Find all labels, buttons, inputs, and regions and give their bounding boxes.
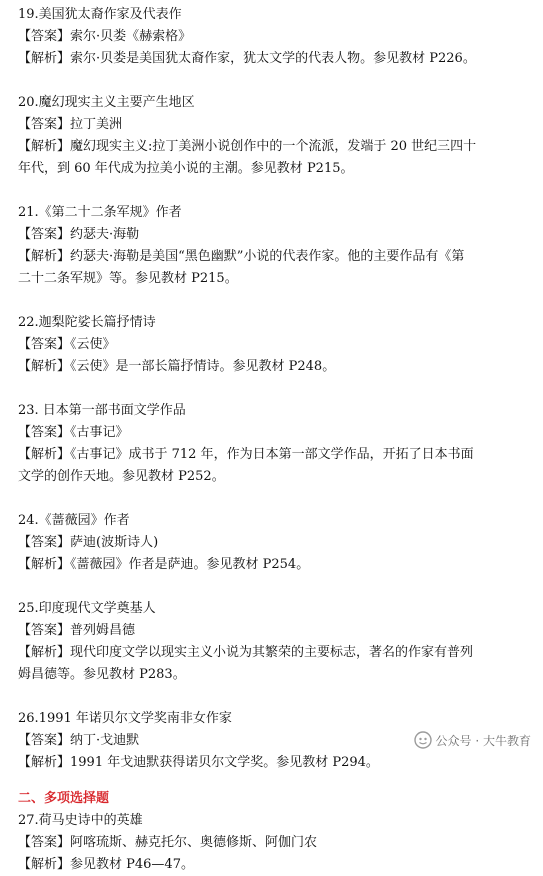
question-item <box>18 4 536 70</box>
question-item <box>18 312 536 378</box>
explanation-text: 二十二条军规》等。参见教材 P215。 <box>18 271 238 286</box>
question-text: 20.魔幻现实主义主要产生地区 <box>18 95 195 110</box>
answer-text: 【答案】萨迪(波斯诗人) <box>18 535 159 550</box>
answer-text: 【答案】阿喀琉斯、赫克托尔、奥德修斯、阿伽门农 <box>18 835 318 850</box>
section-title: 二、多项选择题 <box>18 791 110 806</box>
explanation-text: 【解析】索尔·贝娄是美国犹太裔作家，犹太文学的代表人物。参见教材 P226。 <box>18 51 476 66</box>
question-item-27 <box>18 810 536 876</box>
question-text: 26.1991 年诺贝尔文学奖南非女作家 <box>18 711 232 726</box>
answer-text: 【答案】《云使》 <box>18 337 116 352</box>
question-item <box>18 92 536 180</box>
explanation-text: 【解析】《蔷薇园》作者是萨迪。参见教材 P254。 <box>18 557 310 572</box>
question-item <box>18 598 536 686</box>
explanation-text: 姆昌德等。参见教材 P283。 <box>18 667 186 682</box>
wechat-official-account-icon <box>414 731 432 749</box>
explanation-text: 年代，到 60 年代成为拉美小说的主潮。参见教材 P215。 <box>18 161 354 176</box>
question-text: 23. 日本第一部书面文学作品 <box>18 403 186 418</box>
watermark-text: 公众号 · 大牛教育 <box>435 733 531 748</box>
explanation-text: 【解析】《古事记》成书于 712 年，作为日本第一部文学作品，开拓了日本书面 <box>18 447 474 462</box>
question-item <box>18 510 536 576</box>
explanation-text: 【解析】现代印度文学以现实主义小说为其繁荣的主要标志，著名的作家有普列 <box>18 645 474 660</box>
explanation-text: 【解析】参见教材 P46—47。 <box>18 857 194 872</box>
answer-text: 【答案】拉丁美洲 <box>18 117 123 132</box>
answer-text: 【答案】《古事记》 <box>18 425 129 440</box>
watermark <box>414 731 531 749</box>
question-item <box>18 202 536 290</box>
question-text: 27.荷马史诗中的英雄 <box>18 813 143 828</box>
question-text: 19.美国犹太裔作家及代表作 <box>18 7 182 22</box>
explanation-text: 文学的创作天地。参见教材 P252。 <box>18 469 225 484</box>
question-text: 25.印度现代文学奠基人 <box>18 601 156 616</box>
explanation-text: 【解析】《云使》是一部长篇抒情诗。参见教材 P248。 <box>18 359 336 374</box>
explanation-text: 【解析】约瑟夫·海勒是美国“黑色幽默”小说的代表作家。他的主要作品有《第 <box>18 249 465 264</box>
question-text: 24.《蔷薇园》作者 <box>18 513 130 528</box>
answer-text: 【答案】约瑟夫·海勒 <box>18 227 140 242</box>
question-text: 21.《第二十二条军规》作者 <box>18 205 182 220</box>
answer-text: 【答案】索尔·贝娄《赫索格》 <box>18 29 192 44</box>
question-item <box>18 400 536 488</box>
explanation-text: 【解析】1991 年戈迪默获得诺贝尔文学奖。参见教材 P294。 <box>18 755 379 770</box>
answer-text: 【答案】纳丁·戈迪默 <box>18 733 140 748</box>
explanation-text: 【解析】魔幻现实主义:拉丁美洲小说创作中的一个流派，发端于 20 世纪三四十 <box>18 139 477 154</box>
answer-text: 【答案】普列姆昌德 <box>18 623 136 638</box>
question-text: 22.迦梨陀娑长篇抒情诗 <box>18 315 156 330</box>
question-list <box>18 4 536 774</box>
